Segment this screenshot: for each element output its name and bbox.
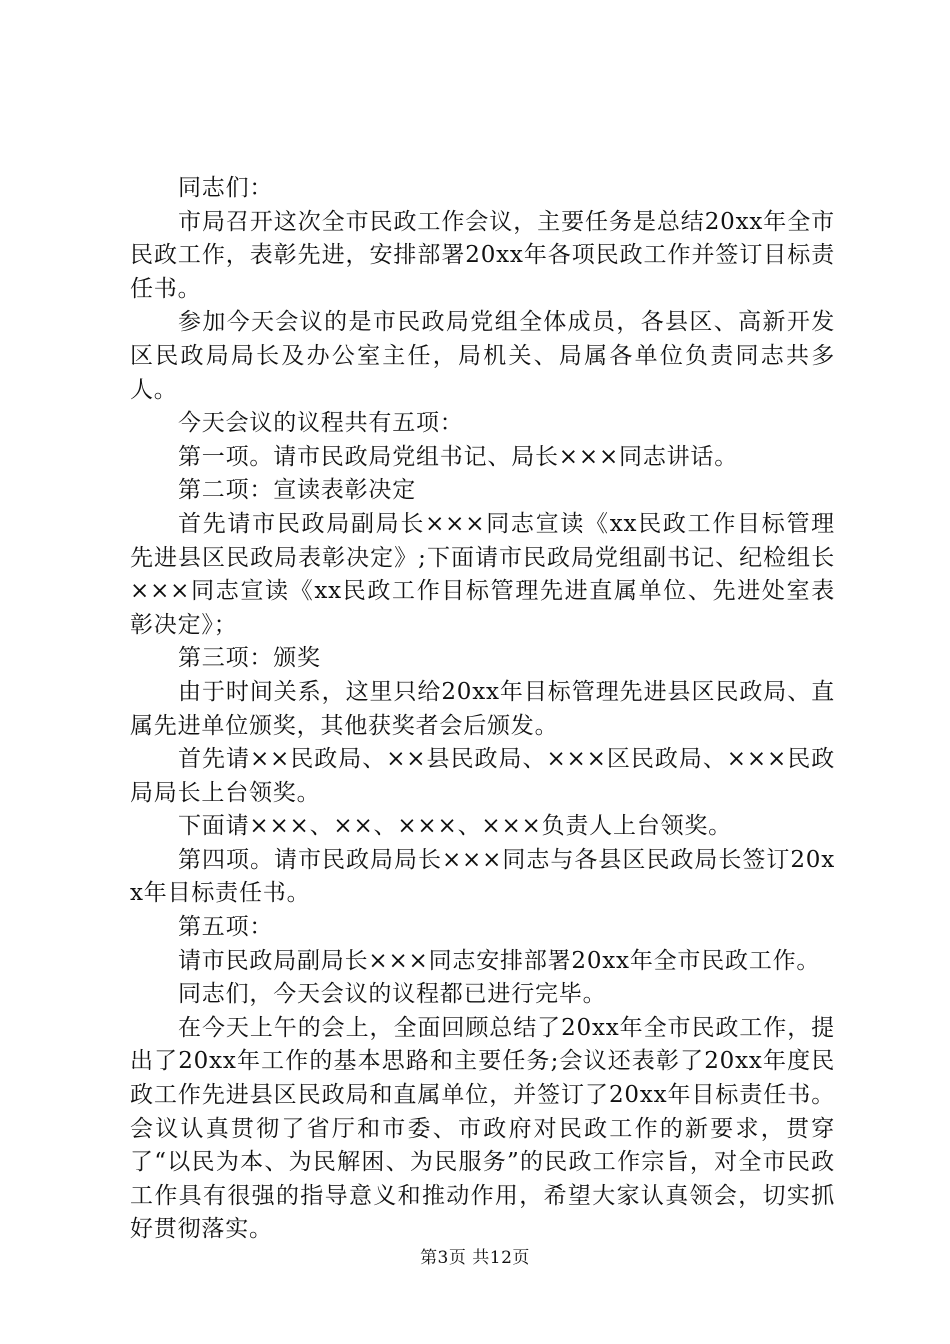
greeting-paragraph: 同志们： <box>178 175 274 201</box>
agenda-item-4: 第四项。请市民政局局长×××同志与各县区民政局长签订20xx年目标责任书。 <box>130 846 835 907</box>
page-number: 第3页 共12页 <box>420 1248 530 1268</box>
paragraph: 下面请×××、××、×××、×××负责人上台领奖。 <box>178 813 732 840</box>
paragraph: 同志们，今天会议的议程都已进行完毕。 <box>178 981 607 1008</box>
agenda-item-3: 第三项：颁奖 <box>178 645 321 672</box>
agenda-item-2: 第二项：宣读表彰决定 <box>178 477 416 504</box>
paragraph: 请市民政局副局长×××同志安排部署20xx年全市民政工作。 <box>178 947 821 974</box>
agenda-item-5: 第五项： <box>178 914 274 941</box>
agenda-intro-paragraph: 今天会议的议程共有五项： <box>178 410 464 437</box>
closing-paragraph: 在今天上午的会上，全面回顾总结了20xx年全市民政工作，提出了20xx年工作的基本思路和主要任务;会议还表彰了20xx年度民政工作先进县区民政局和直属单位，并签订了20xx年目标责任书。会议认真贯彻了省厅和市委、市政府对民政工作的新要求，贯穿了“以民为本、为民解困、为民服务”的民政工作宗旨，对全市民政工作具有很强的指导意义和推动作用，希望大家认真领会，切实抓好贯彻落实。 <box>130 1014 835 1243</box>
paragraph: 由于时间关系，这里只给20xx年目标管理先进县区民政局、直属先进单位颁奖，其他获奖者会后颁发。 <box>130 678 835 739</box>
document-body <box>130 172 835 1247</box>
paragraph: 参加今天会议的是市民政局党组全体成员，各县区、高新开发区民政局局长及办公室主任，局机关、局属各单位负责同志共多人。 <box>130 309 835 403</box>
paragraph: 市局召开这次全市民政工作会议，主要任务是总结20xx年全市民政工作，表彰先进，安排部署20xx年各项民政工作并签订目标责任书。 <box>130 208 835 302</box>
agenda-item-1: 第一项。请市民政局党组书记、局长×××同志讲话。 <box>178 443 739 470</box>
paragraph: 首先请××民政局、××县民政局、×××区民政局、×××民政局局长上台领奖。 <box>130 746 835 806</box>
paragraph: 首先请市民政局副局长×××同志宣读《xx民政工作目标管理先进县区民政局表彰决定》;下面请市民政局党组副书记、纪检组长×××同志宣读《xx民政工作目标管理先进直属单位、先进处室表彰决定》； <box>130 510 835 638</box>
